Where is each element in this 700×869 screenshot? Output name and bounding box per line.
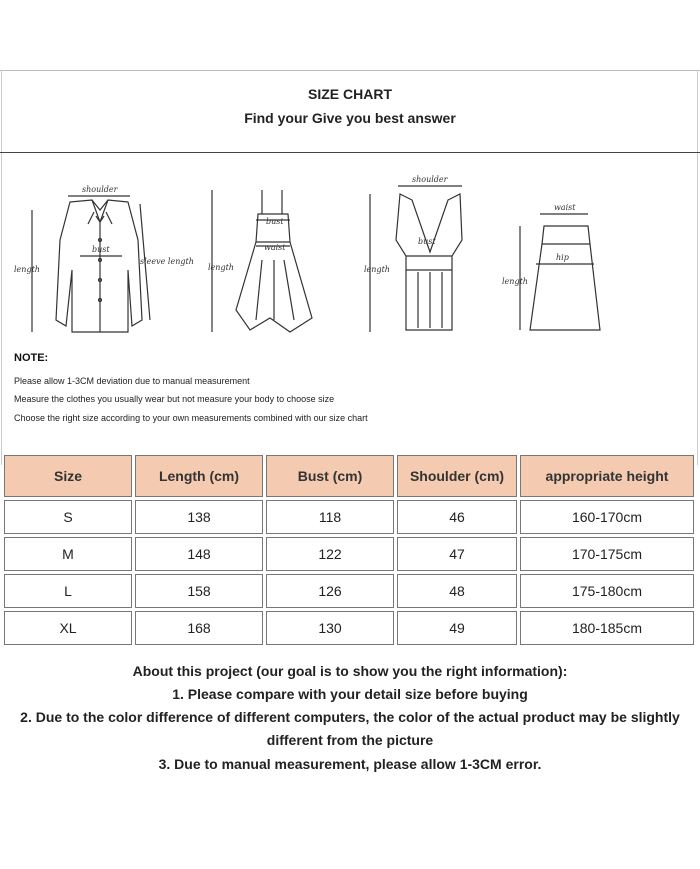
top-shoulder-label: shoulder [412,175,448,184]
skirt-hip-label: hip [556,253,569,262]
note-line-3: Choose the right size according to your own measurements combined with our size chart [14,413,368,423]
skirt-length-label: length [502,277,528,286]
about-line-3: 3. Due to manual measurement, please allow 1-3CM error. [158,756,542,772]
skirt-figure [502,203,600,330]
cell-height: 180-185cm [520,611,694,645]
header-bust: Bust (cm) [266,455,394,497]
table-row [4,500,694,534]
header-shoulder: Shoulder (cm) [397,455,517,497]
note-line-2: Measure the clothes you usually wear but not measure your body to choose size [14,394,335,404]
header-height: appropriate height [520,455,694,497]
cell-bust: 122 [266,537,394,571]
shirt-bust-label: bust [92,245,110,254]
cell-length: 158 [135,574,263,608]
header-divider [0,152,700,153]
dress-waist-label: waist [264,243,286,252]
cell-size: L [4,574,132,608]
cell-length: 148 [135,537,263,571]
frame-top-border [0,70,700,71]
cell-length: 168 [135,611,263,645]
skirt-waist-label: waist [554,203,576,212]
cell-length: 138 [135,500,263,534]
table-row [4,574,694,608]
cell-height: 175-180cm [520,574,694,608]
shirt-sleeve-label: sleeve length [140,257,194,266]
dress-figure [208,190,312,332]
cell-height: 170-175cm [520,537,694,571]
note-title: NOTE: [14,352,49,364]
about-line-2-cont: different from the picture [266,732,434,748]
size-table [1,452,697,648]
shirt-shoulder-label: shoulder [82,185,118,194]
size-chart-title: SIZE CHART [308,86,392,102]
table-row [4,537,694,571]
cell-size: M [4,537,132,571]
garment-measurement-figures [0,160,700,350]
cell-shoulder: 49 [397,611,517,645]
top-bust-label: bust [418,237,436,246]
about-line-2: 2. Due to the color difference of different computers, the color of the actual product may be slightly [20,709,680,725]
table-header-row [4,455,694,497]
cell-bust: 126 [266,574,394,608]
note-line-1: Please allow 1-3CM deviation due to manual measurement [14,376,250,386]
cell-size: XL [4,611,132,645]
about-heading: About this project (our goal is to show you the right information): [132,663,568,679]
top-figure [364,175,462,332]
shirt-figure [14,185,194,332]
table-row [4,611,694,645]
cell-height: 160-170cm [520,500,694,534]
cell-size: S [4,500,132,534]
dress-length-label: length [208,263,234,272]
about-line-1: 1. Please compare with your detail size before buying [172,686,528,702]
size-chart-subtitle: Find your Give you best answer [244,110,456,126]
cell-shoulder: 47 [397,537,517,571]
header-size: Size [4,455,132,497]
top-length-label: length [364,265,390,274]
cell-bust: 118 [266,500,394,534]
shirt-length-label: length [14,265,40,274]
header-length: Length (cm) [135,455,263,497]
cell-bust: 130 [266,611,394,645]
cell-shoulder: 48 [397,574,517,608]
cell-shoulder: 46 [397,500,517,534]
dress-bust-label: bust [266,217,284,226]
